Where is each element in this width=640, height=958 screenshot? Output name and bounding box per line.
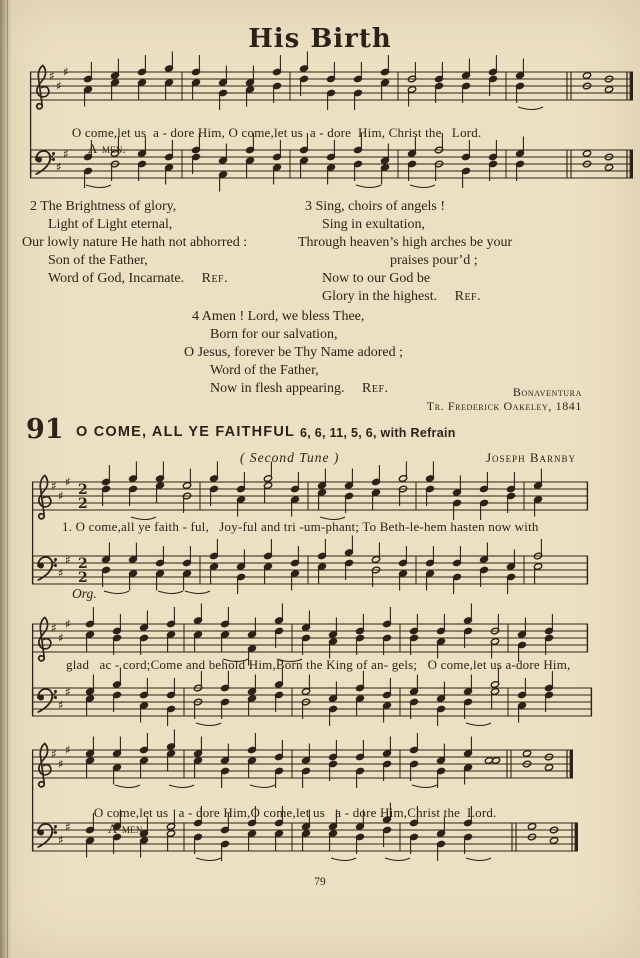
svg-text:♯: ♯ [51,479,57,493]
translator-credit: Tr. Frederick Oakeley, 1841 [426,399,582,413]
hymn-number: 91 [26,414,64,445]
verse4-last-line: Now in flesh appearing. [210,381,345,396]
svg-text:2: 2 [78,556,88,572]
verse3-line: Through heaven’s high arches be your [298,235,513,250]
svg-text:♯: ♯ [58,698,64,712]
svg-text:♯: ♯ [49,69,55,83]
svg-text:2: 2 [78,570,88,586]
hymn-meter: 6, 6, 11, 5, 6, with Refrain [300,426,456,440]
refrain-marker: Ref. [362,381,389,396]
svg-text:♯: ♯ [58,757,64,771]
amen-text: A-men. [107,821,146,836]
svg-text:♯: ♯ [65,820,71,834]
svg-text:♯: ♯ [58,489,64,503]
staff-bass-3 [32,668,592,727]
refrain-marker: Ref. [201,271,229,286]
verse2-line: 2 The Brightness of glory, [30,199,177,214]
svg-text:♯: ♯ [56,160,62,174]
verse2-line [48,271,228,287]
verse2-last-line: Word of God, Incarnate. [48,271,185,286]
amen-text: A-men. [87,141,126,156]
refrain-marker: Ref. [454,289,482,304]
verse4-line: O Jesus, forever be Thy Name adored ; [184,345,404,360]
verse2-line: Light of Light eternal, [48,217,173,232]
svg-text:♯: ♯ [65,685,71,699]
svg-text:♯: ♯ [51,689,57,703]
verse4-line: Word of the Father, [210,363,319,378]
svg-text:♯: ♯ [56,79,62,93]
verse3-line: 3 Sing, choirs of angels ! [305,199,445,214]
svg-text:♯: ♯ [63,147,69,161]
verse4-line: 4 Amen ! Lord, we bless Thee, [192,309,365,324]
verse3-line: Now to our God be [322,271,431,286]
svg-text:♯: ♯ [65,553,71,567]
svg-text:♯: ♯ [65,475,71,489]
svg-text:♯: ♯ [49,151,55,165]
svg-text:♯: ♯ [58,631,64,645]
lyric-line-2: glad ac - cord;Come and behold Him,Born the King of an- gels; O come,let us a-dore Him, [66,657,571,672]
composer-credit: Joseph Barnby [486,450,576,465]
verse4-line: Born for our salvation, [210,327,338,342]
svg-text:♯: ♯ [51,621,57,635]
lyric-text: O come,let us a - dore Him,O come,let us a - dore Him,Christ the Lord. [93,805,497,820]
lyric-line-1: 1. O come,all ye faith - ful, Joy-ful and tri -um-phant; To Beth-le-hem hasten now with [62,519,539,534]
svg-text:♯: ♯ [58,833,64,847]
hymn-title: O COME, ALL YE FAITHFUL [76,424,296,440]
svg-text:♯: ♯ [58,566,64,580]
verse3-last-line: Glory in the highest. [322,289,438,304]
lyric-line-3 [80,789,497,853]
page-number: 79 [314,876,326,888]
svg-text:♯: ♯ [63,65,69,79]
tune-label: ( Second Tune ) [240,450,340,465]
svg-text:♯: ♯ [65,743,71,757]
lyric-line-refrain [58,109,481,173]
svg-text:2: 2 [78,482,88,498]
verse2-line: Our lowly nature He hath not abhorred : [22,235,248,250]
svg-text:2: 2 [78,496,88,512]
verse3-line [322,289,481,305]
verse4-line [210,381,389,397]
svg-text:♯: ♯ [51,747,57,761]
author-credit: Bonaventura [512,385,582,399]
svg-text:♯: ♯ [51,557,57,571]
staff-bass-2 [32,536,588,595]
section-title: His Birth [248,24,392,54]
lyric-text: O come,let us a - dore Him, O come,let us a - dore Him, Christ the Lord. [71,125,482,140]
svg-text:♯: ♯ [51,824,57,838]
verse3-line: Sing in exultation, [322,217,426,232]
verse3-line: praises pour’d ; [390,253,478,268]
svg-text:♯: ♯ [65,617,71,631]
organ-label: Org. [72,586,97,601]
verse2-line: Son of the Father, [48,253,148,268]
